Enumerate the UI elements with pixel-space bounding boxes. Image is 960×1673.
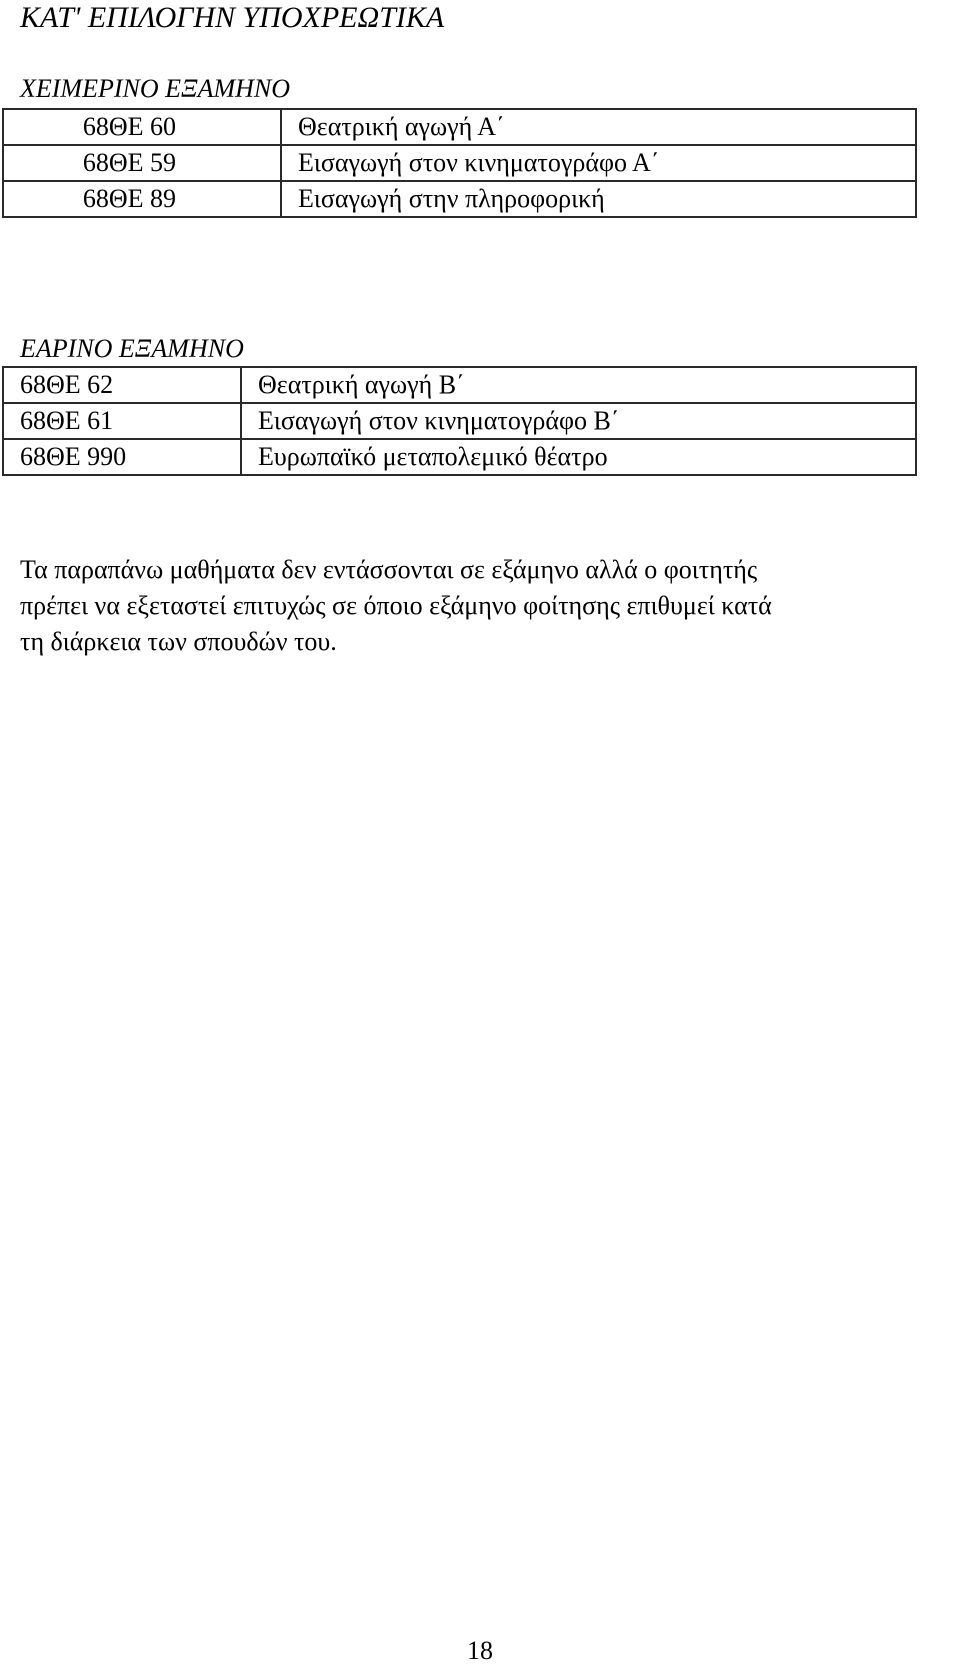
table-row — [3, 403, 916, 439]
spring-semester-heading: ΕΑΡΙΝΟ ΕΞΑΜΗΝΟ — [20, 334, 244, 363]
course-code: 68ΘΕ 59 — [82, 148, 176, 177]
course-title: Θεατρική αγωγή Β΄ — [241, 367, 916, 403]
table-row — [3, 109, 916, 145]
table-row — [3, 439, 916, 475]
course-code-cell — [3, 109, 281, 145]
course-code: 68ΘΕ 990 — [3, 439, 241, 475]
course-title: Εισαγωγή στον κινηματογράφο Α΄ — [281, 145, 916, 181]
course-title: Ευρωπαϊκό μεταπολεμικό θέατρο — [241, 439, 916, 475]
course-code: 68ΘΕ 61 — [3, 403, 241, 439]
page-number: 18 — [467, 1636, 493, 1665]
winter-courses-table — [2, 108, 917, 218]
table-row — [3, 367, 916, 403]
table-row — [3, 145, 916, 181]
winter-semester-heading: ΧΕΙΜΕΡΙΝΟ ΕΞΑΜΗΝΟ — [20, 74, 291, 103]
table-row — [3, 181, 916, 217]
spring-courses-table — [2, 366, 917, 476]
course-title: Θεατρική αγωγή Α΄ — [281, 109, 916, 145]
course-title: Εισαγωγή στον κινηματογράφο Β΄ — [241, 403, 916, 439]
course-code: 68ΘΕ 89 — [82, 184, 176, 213]
course-code: 68ΘΕ 62 — [3, 367, 241, 403]
course-code-cell — [3, 145, 281, 181]
note-line: πρέπει να εξεταστεί επιτυχώς σε όποιο εξάμηνο φοίτησης επιθυμεί κατά — [20, 591, 772, 620]
course-code-cell — [3, 181, 281, 217]
course-title: Εισαγωγή στην πληροφορική — [281, 181, 916, 217]
note-line: τη διάρκεια των σπουδών του. — [20, 627, 337, 656]
note-paragraph — [20, 552, 960, 660]
note-line: Τα παραπάνω μαθήματα δεν εντάσσονται σε εξάμηνο αλλά ο φοιτητής — [20, 555, 758, 584]
page-heading: ΚΑΤ' ΕΠΙΛΟΓΗΝ ΥΠΟΧΡΕΩΤΙΚΑ — [20, 1, 445, 34]
course-code: 68ΘΕ 60 — [82, 112, 176, 141]
